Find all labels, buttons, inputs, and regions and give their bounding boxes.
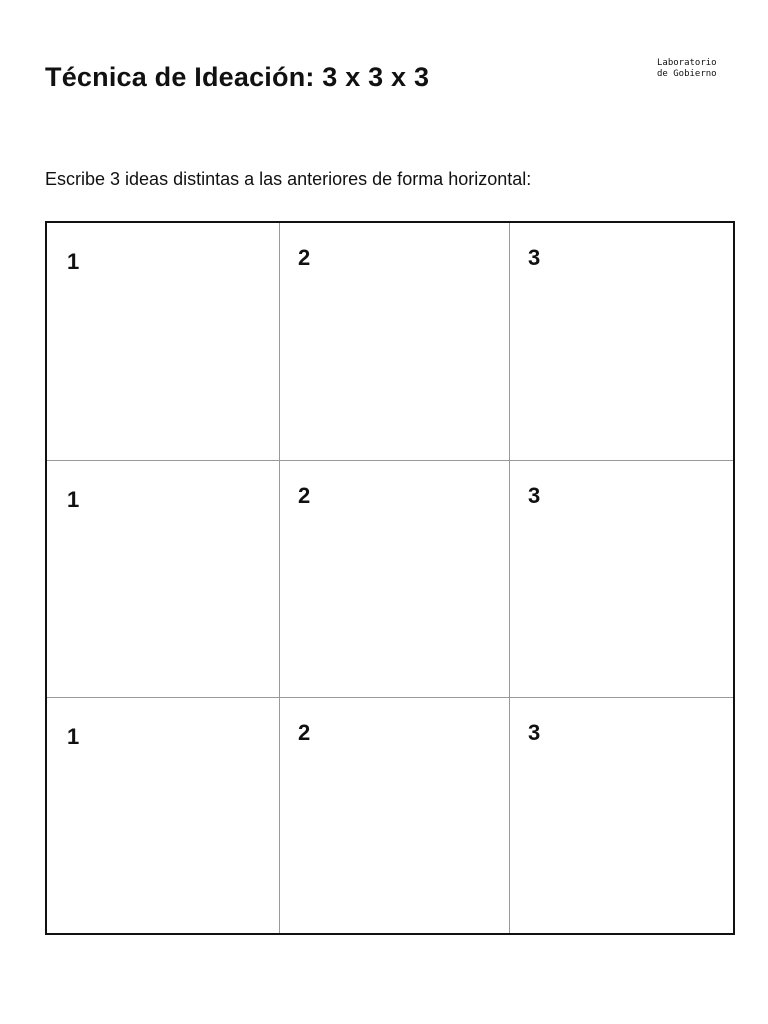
idea-cell-r2-c3[interactable] xyxy=(510,461,733,698)
idea-cell-r3-c2[interactable] xyxy=(280,698,510,933)
idea-number: 1 xyxy=(67,724,80,749)
idea-cell-r1-c1[interactable] xyxy=(47,223,280,461)
instruction-text: Escribe 3 ideas distintas a las anteriores de forma horizontal: xyxy=(45,169,532,189)
logo-line-1: Laboratorio xyxy=(657,58,717,68)
idea-number: 1 xyxy=(67,487,80,512)
idea-cell-r1-c2[interactable] xyxy=(280,223,510,461)
page-title: Técnica de Ideación: 3 x 3 x 3 xyxy=(45,62,430,92)
idea-number: 2 xyxy=(298,483,311,508)
idea-number: 1 xyxy=(67,249,80,274)
idea-cell-r3-c1[interactable] xyxy=(47,698,280,933)
idea-number: 3 xyxy=(528,245,541,270)
logo-line-2: de Gobierno xyxy=(657,69,717,79)
laboratorio-de-gobierno-logo xyxy=(657,58,717,80)
idea-number: 2 xyxy=(298,720,311,745)
idea-number: 3 xyxy=(528,720,541,745)
ideation-grid xyxy=(45,221,735,935)
idea-cell-r2-c2[interactable] xyxy=(280,461,510,698)
idea-cell-r3-c3[interactable] xyxy=(510,698,733,933)
idea-number: 3 xyxy=(528,483,541,508)
idea-number: 2 xyxy=(298,245,311,270)
idea-cell-r1-c3[interactable] xyxy=(510,223,733,461)
idea-cell-r2-c1[interactable] xyxy=(47,461,280,698)
